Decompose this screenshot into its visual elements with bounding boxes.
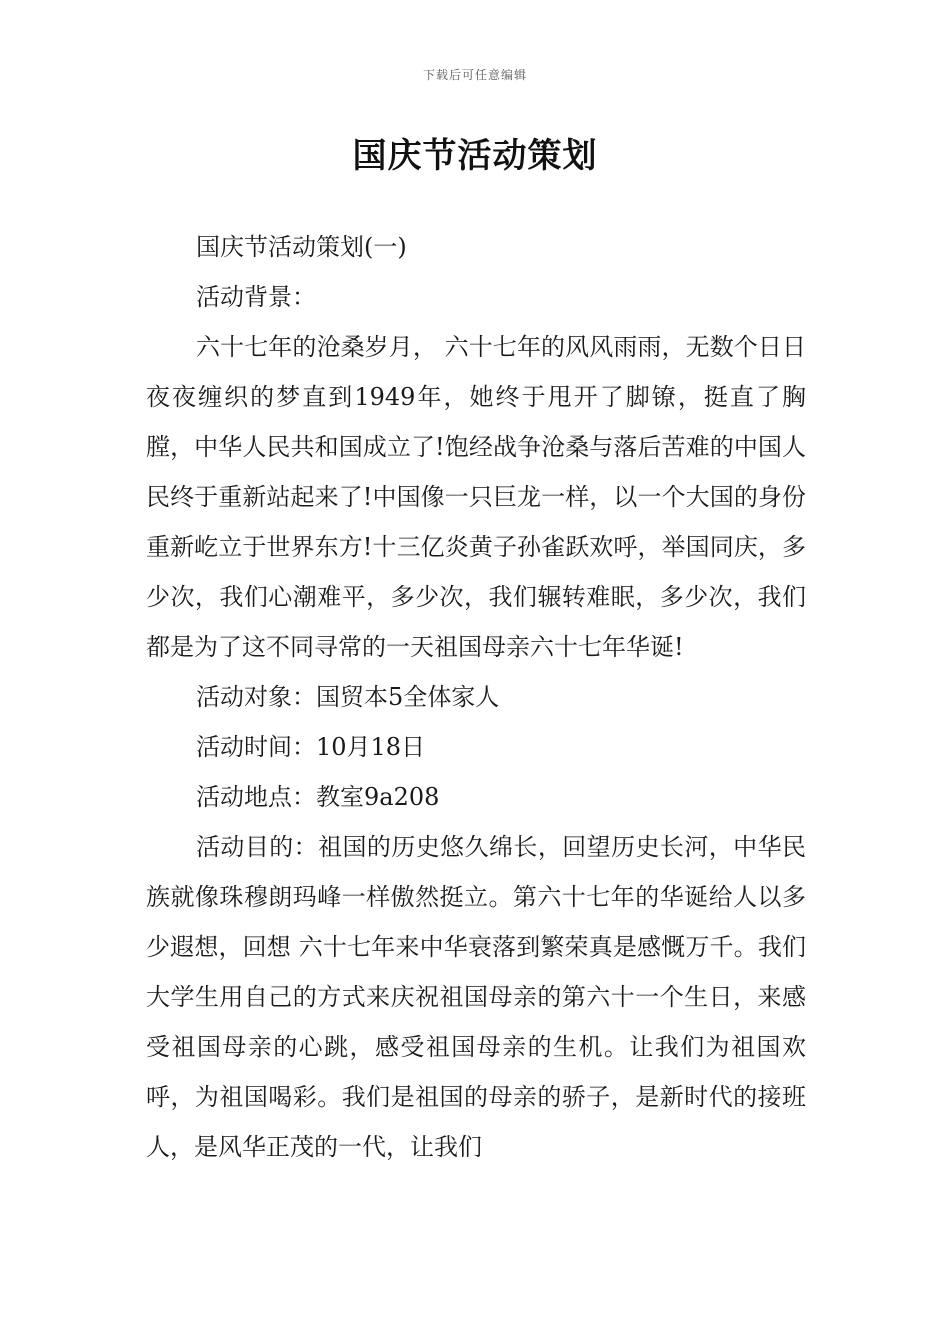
- header-note: 下载后可任意编辑: [422, 68, 527, 82]
- activity-target: 活动对象：国贸本5全体家人: [196, 683, 500, 711]
- document-body: [146, 222, 806, 1172]
- section-heading: 国庆节活动策划(一): [196, 233, 407, 261]
- activity-time: 活动时间：10月18日: [196, 733, 426, 761]
- document-title: 国庆节活动策划: [352, 136, 598, 176]
- background-paragraph: 六十七年的沧桑岁月， 六十七年的风风雨雨，无数个日日夜夜缠织的梦直到1949年，她终于甩开了脚镣，挺直了胸膛，中华人民共和国成立了!饱经战争沧桑与落后苦难的中国人民终于重新站起来了!中国像一只巨龙一样，以一个大国的身份重新屹立于世界东方!十三亿炎黄子孙雀跃欢呼，举国同庆，多少次，我们心潮难平，多少次，我们辗转难眠，多少次，我们都是为了这不同寻常的一天祖国母亲六十七年华诞!: [146, 333, 806, 661]
- activity-location: 活动地点：教室9a208: [196, 783, 440, 811]
- activity-purpose-paragraph: 活动目的：祖国的历史悠久绵长，回望历史长河，中华民族就像珠穆朗玛峰一样傲然挺立。第六十七年的华诞给人以多少遐想，回想 六十七年来中华衰落到繁荣真是感慨万千。我们大学生用自己的方式来庆祝祖国母亲的第六十一个生日，来感受祖国母亲的心跳，感受祖国母亲的生机。让我们为祖国欢呼，为祖国喝彩。我们是祖国的母亲的骄子，是新时代的接班人，是风华正茂的一代，让我们: [146, 833, 806, 1161]
- background-label: 活动背景：: [196, 283, 316, 311]
